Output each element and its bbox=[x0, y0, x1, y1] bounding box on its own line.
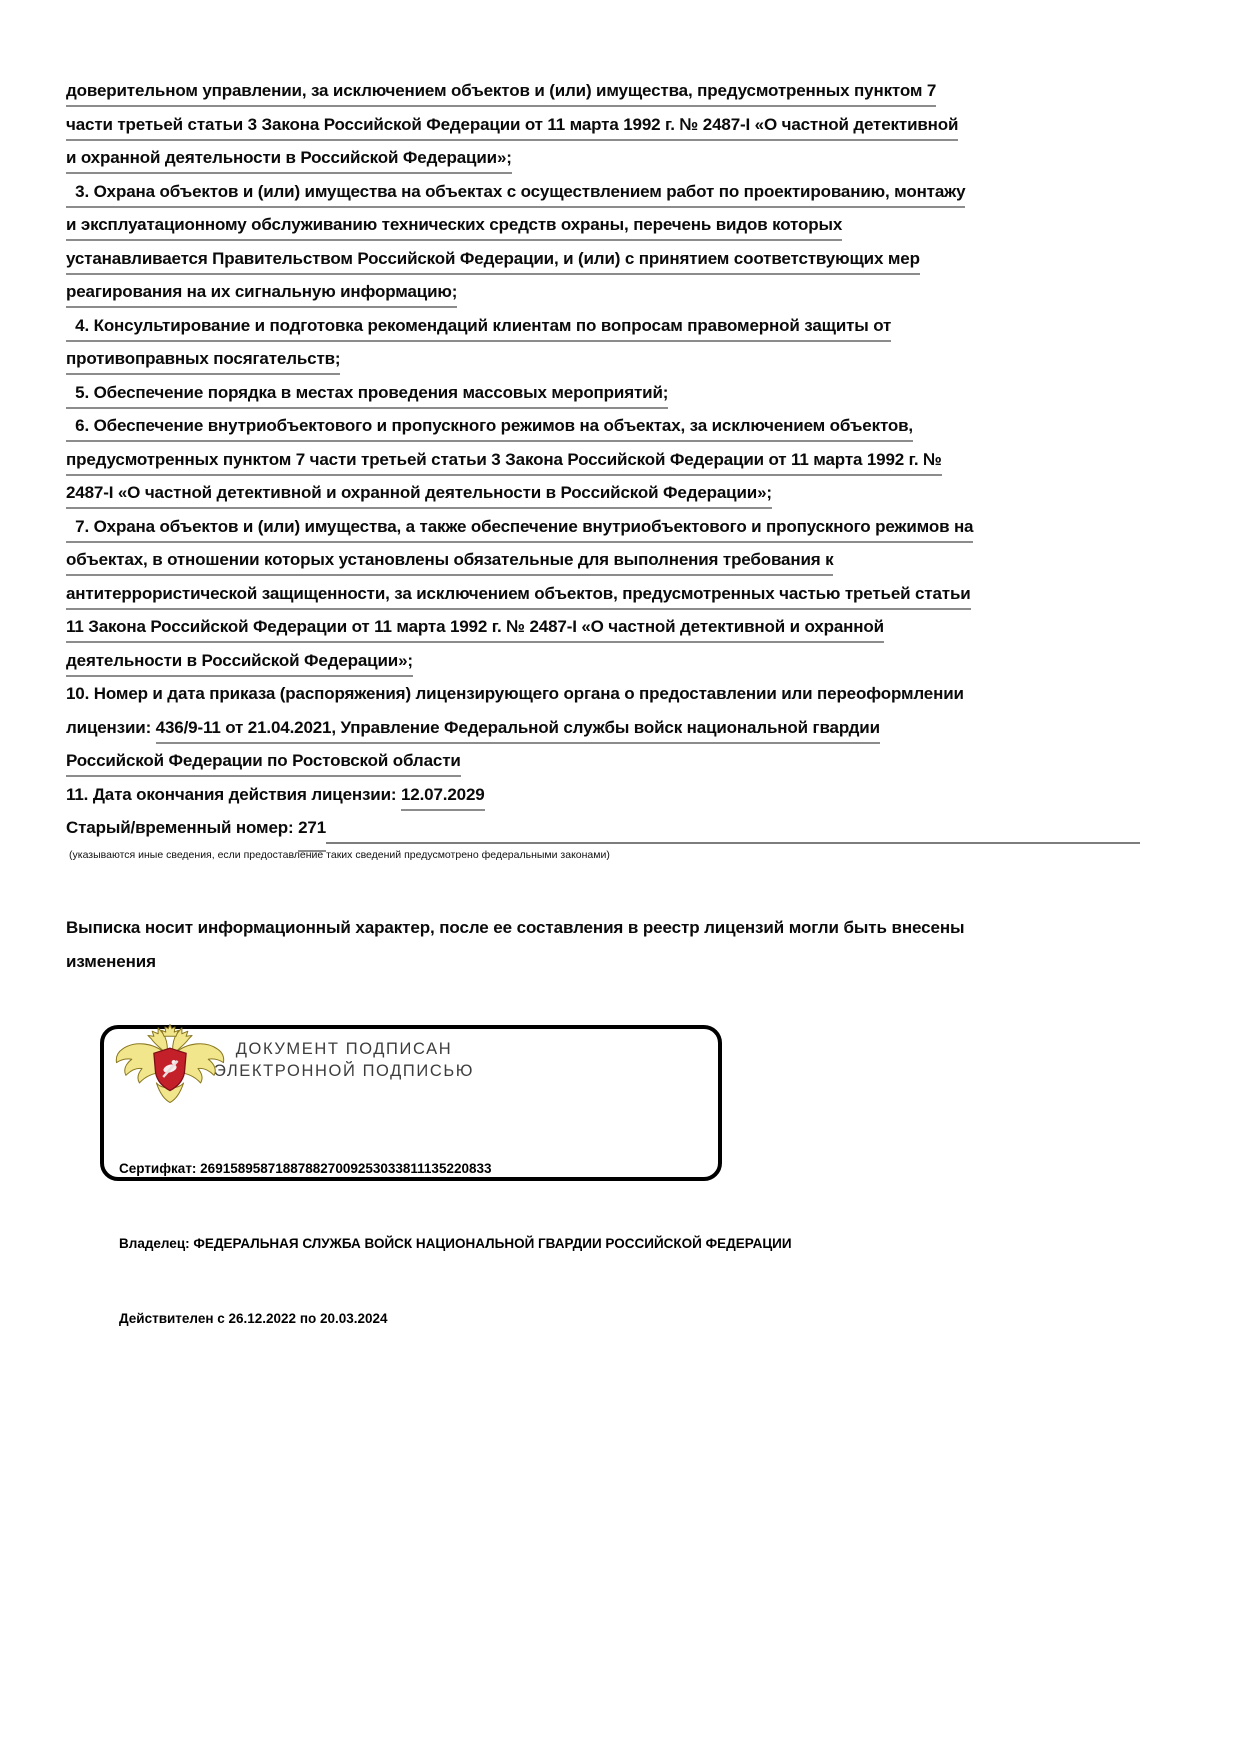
document-line bbox=[66, 510, 1140, 544]
underlined-text: части третьей статьи 3 Закона Российской Федерации от 11 марта 1992 г. № 2487-I «О частной детективной bbox=[66, 115, 958, 141]
certificate-label: Сертифкат: bbox=[119, 1161, 201, 1176]
plain-text: Старый/временный номер: bbox=[66, 818, 299, 837]
document-line bbox=[66, 208, 1140, 242]
stamp-title-line1: ДОКУМЕНТ ПОДПИСАН bbox=[235, 1040, 453, 1058]
document-line bbox=[66, 409, 1140, 443]
document-line bbox=[66, 677, 1140, 711]
underlined-text: деятельности в Российской Федерации»; bbox=[66, 651, 413, 677]
underlined-text: объектах, в отношении которых установлены обязательные для выполнения требования к bbox=[66, 550, 833, 576]
stamp-title-line2: ЭЛЕКТРОННОЙ ПОДПИСЬЮ bbox=[213, 1062, 475, 1080]
document-line bbox=[66, 108, 1140, 142]
document-line bbox=[66, 242, 1140, 276]
underlined-text: антитеррористической защищенности, за исключением объектов, предусмотренных частью третьей статьи bbox=[66, 584, 971, 610]
plain-text: лицензии: bbox=[66, 717, 156, 737]
owner-value: ФЕДЕРАЛЬНАЯ СЛУЖБА ВОЙСК НАЦИОНАЛЬНОЙ ГВАРДИИ РОССИЙСКОЙ ФЕДЕРАЦИИ bbox=[193, 1236, 792, 1251]
owner-label: Владелец: bbox=[119, 1236, 194, 1251]
document-line bbox=[66, 476, 1140, 510]
informational-notice bbox=[66, 911, 1140, 979]
electronic-signature-stamp bbox=[100, 1025, 792, 1326]
notice-line: Выписка носит информационный характер, после ее составления в реестр лицензий могли быть внесены bbox=[66, 917, 965, 937]
underlined-text: реагирования на их сигнальную информацию; bbox=[66, 282, 457, 308]
document-line bbox=[66, 711, 1140, 745]
document-line bbox=[66, 778, 1140, 812]
underlined-text: 3. Охрана объектов и (или) имущества на объектах с осуществлением работ по проектированию, монтажу bbox=[66, 182, 965, 208]
document-line bbox=[66, 175, 1140, 209]
validity-row: Действителен с 26.12.2022 по 20.03.2024 bbox=[119, 1311, 388, 1326]
underlined-text: 271 bbox=[298, 811, 326, 852]
underlined-text: Российской Федерации по Ростовской области bbox=[66, 751, 461, 777]
document-line bbox=[66, 309, 1140, 343]
document-line bbox=[66, 74, 1140, 108]
underlined-text: устанавливается Правительством Российской Федерации, и (или) с принятием соответствующих мер bbox=[66, 249, 920, 275]
document-body bbox=[66, 74, 1140, 979]
underlined-text: 436/9-11 от 21.04.2021, Управление Федеральной службы войск национальной гвардии bbox=[156, 718, 880, 744]
document-lines bbox=[66, 74, 1140, 845]
underlined-text: 7. Охрана объектов и (или) имущества, а также обеспечение внутриобъектового и пропускного режимов на bbox=[66, 517, 973, 543]
underlined-text: 6. Обеспечение внутриобъектового и пропускного режимов на объектах, за исключением объектов, bbox=[66, 416, 913, 442]
owner-row bbox=[119, 1231, 792, 1256]
document-line bbox=[66, 644, 1140, 678]
document-line bbox=[66, 744, 1140, 778]
plain-text: 10. Номер и дата приказа (распоряжения) лицензирующего органа о предоставлении или переоформлении bbox=[66, 684, 964, 703]
underlined-text: и охранной деятельности в Российской Федерации»; bbox=[66, 148, 512, 174]
ruled-blank bbox=[326, 842, 1140, 844]
document-line bbox=[66, 577, 1140, 611]
plain-text: 11. Дата окончания действия лицензии: bbox=[66, 784, 401, 804]
underlined-text: 12.07.2029 bbox=[401, 785, 485, 811]
document-line bbox=[66, 342, 1140, 376]
document-line bbox=[66, 610, 1140, 644]
certificate-row bbox=[119, 1156, 708, 1181]
certificate-number: 269158958718878827009253033811135220833 bbox=[200, 1161, 492, 1176]
underlined-text: 5. Обеспечение порядка в местах проведения массовых мероприятий; bbox=[66, 383, 668, 409]
underlined-text: и эксплуатационному обслуживанию технических средств охраны, перечень видов которых bbox=[66, 215, 842, 241]
footnote: (указываются иные сведения, если предоставление таких сведений предусмотрено федеральными законами) bbox=[69, 848, 610, 861]
underlined-text: 4. Консультирование и подготовка рекомендаций клиентам по вопросам правомерной защиты от bbox=[66, 316, 891, 342]
underlined-text: противоправных посягательств; bbox=[66, 349, 340, 375]
stamp-details bbox=[119, 1106, 792, 1381]
document-line bbox=[66, 275, 1140, 309]
document-line bbox=[66, 443, 1140, 477]
document-line bbox=[66, 811, 1140, 845]
document-line bbox=[66, 543, 1140, 577]
document-line bbox=[66, 376, 1140, 410]
stamp-title bbox=[207, 1038, 481, 1082]
underlined-text: 11 Закона Российской Федерации от 11 марта 1992 г. № 2487-I «О частной детективной и охранной bbox=[66, 617, 884, 643]
underlined-text: доверительном управлении, за исключением объектов и (или) имущества, предусмотренных пунктом 7 bbox=[66, 81, 936, 107]
underlined-text: 2487-I «О частной детективной и охранной деятельности в Российской Федерации»; bbox=[66, 483, 772, 509]
underlined-text: предусмотренных пунктом 7 части третьей статьи 3 Закона Российской Федерации от 11 марта 1992 г. № bbox=[66, 450, 942, 476]
document-line bbox=[66, 141, 1140, 175]
notice-line: изменения bbox=[66, 951, 156, 971]
